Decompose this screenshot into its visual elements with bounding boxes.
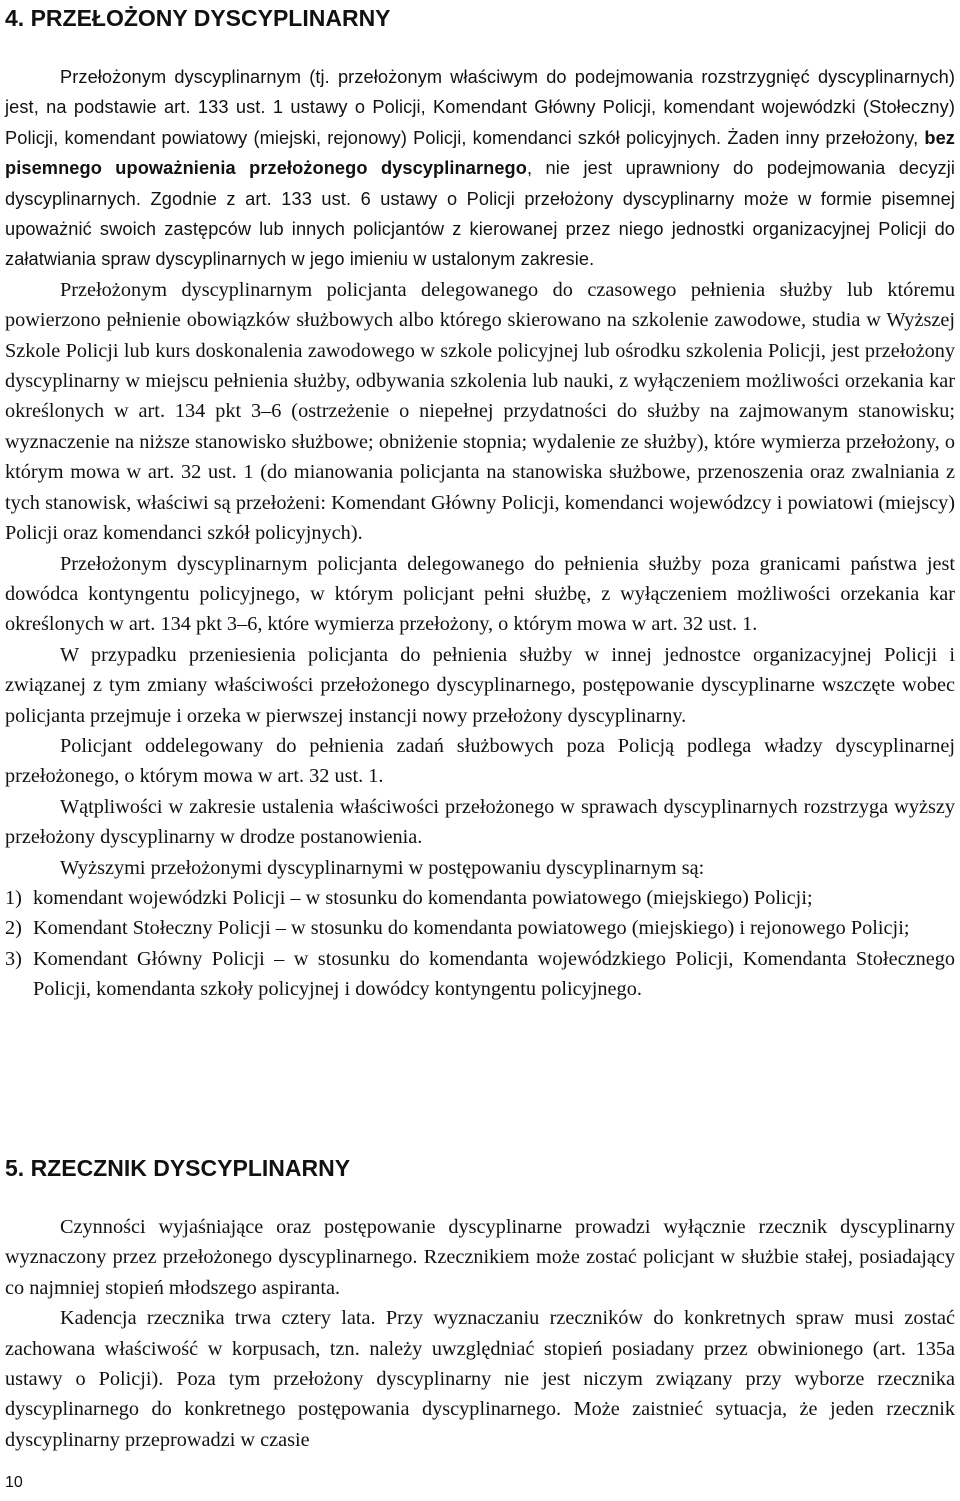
paragraph: Kadencja rzecznika trwa cztery lata. Przy wyznaczaniu rzeczników do konkretnych spraw musi zostać zachowana właściwość w korpusach, tzn. należy uwzględniać stopień posiadany przez obwinionego (art. 135a ustawy o Policji). Poza tym przełożony dyscyplinarny nie jest niczym związany przy wyborze rzecznika dyscyplinarnego do konkretnego postępowania dyscyplinarnego. Może zaistnieć sytuacja, że jeden rzecznik dyscyplinarny przeprowadzi w czasie xyxy=(5,1307,955,1451)
bold-phrase: bez pisemnego upoważnienia przełożonego dyscyplinarnego xyxy=(5,127,955,179)
page-number: 10 xyxy=(5,1474,23,1491)
paragraph xyxy=(5,62,955,275)
paragraph: W przypadku przeniesienia policjanta do pełnienia służby w innej jednostce organizacyjnej Policji i związanej z tym zmiany właściwości przełożonego dyscyplinarnego, postępowanie dyscyplinarne wszczęte wobec policjanta przejmuje i orzeka w pierwszej instancji nowy przełożony dyscyplinarny. xyxy=(5,643,955,727)
section-4-heading: 4. PRZEŁOŻONY DYSCYPLINARNY xyxy=(5,5,391,31)
list-item xyxy=(5,883,955,913)
paragraph: Przełożonym dyscyplinarnym policjanta delegowanego do pełnienia służby poza granicami państwa jest dowódca kontyngentu policyjnego, w którym policjant pełni służbę, z wyłączeniem możliwości orzekania kar określonych w art. 134 pkt 3–6, które wymierza przełożony, o którym mowa w art. 32 ust. 1. xyxy=(5,552,955,636)
list-number: 1) xyxy=(5,886,22,909)
paragraph: Czynności wyjaśniające oraz postępowanie dyscyplinarne prowadzi wyłącznie rzecznik dyscyplinarny wyznaczony przez przełożonego dyscyplinarnego. Rzecznikiem może zostać policjant w służbie stałej, posiadający co najmniej stopień młodszego aspiranta. xyxy=(5,1216,955,1299)
paragraph: Przełożonym dyscyplinarnym policjanta delegowanego do czasowego pełnienia służby lub któremu powierzono pełnienie obowiązków służbowych albo którego skierowano na szkolenie zawodowe, studia w Wyższej Szkole Policji lub kurs doskonalenia zawodowego w szkole policyjnej lub ośrodku szkolenia Policji, jest przełożony dyscyplinarny w miejscu pełnienia służby, odbywania szkolenia lub nauki, z wyłączeniem możliwości orzekania kar określonych w art. 134 pkt 3–6 (ostrzeżenie o niepełnej przydatności do służby na zajmowanym stanowisku; wyznaczenie na niższe stanowisko służbowe; obniżenie stopnia; wydalenie ze służby), które wymierza przełożony, o którym mowa w art. 32 ust. 1 (do mianowania policjanta na stanowiska służbowe, przenoszenia oraz zwalniania z tych stanowisk, właściwi są przełożeni: Komendant Główny Policji, komendanci wojewódzcy i powiatowi (miejscy) Policji oraz komendanci szkół policyjnych). xyxy=(5,278,955,545)
list-number: 2) xyxy=(5,917,22,940)
list-item xyxy=(5,913,955,943)
superiors-list xyxy=(5,883,955,1005)
list-item-text: Komendant Główny Policji – w stosunku do komendanta wojewódzkiego Policji, Komendanta Stołecznego Policji, komendanta szkoły policyjnej i dowódcy kontyngentu policyjnego. xyxy=(33,947,955,1001)
list-item-text: komendant wojewódzki Policji – w stosunku do komendanta powiatowego (miejskiego) Policji; xyxy=(33,886,813,909)
paragraph: Wątpliwości w zakresie ustalenia właściwości przełożonego w sprawach dyscyplinarnych rozstrzyga wyższy przełożony dyscyplinarny w drodze postanowienia. xyxy=(5,795,955,849)
paragraph: Policjant oddelegowany do pełnienia zadań służbowych poza Policją podlega władzy dyscyplinarnej przełożonego, o którym mowa w art. 32 ust. 1. xyxy=(5,734,955,788)
list-item xyxy=(5,944,955,1005)
section-4-body xyxy=(5,62,955,1005)
paragraph-text: Przełożonym dyscyplinarnym (tj. przełożonym właściwym do podejmowania rozstrzygnięć dyscyplinarnych) jest, na podstawie art. 133 ust. 1 ustawy o Policji, Komendant Główny Policji, komendant wojewódzki (Stołeczny) Policji, komendant powiatowy (miejski, rejonowy) Policji, komendanci szkół policyjnych. Żaden inny przełożony, xyxy=(5,67,955,148)
section-5-body xyxy=(5,1212,955,1455)
list-item-text: Komendant Stołeczny Policji – w stosunku do komendanta powiatowego (miejskiego) i rejonowego Policji; xyxy=(33,917,910,940)
list-number: 3) xyxy=(5,947,22,970)
paragraph-text: , nie jest uprawniony do podejmowania decyzji dyscyplinarnych. Zgodnie z art. 133 ust. 6 ustawy o Policji przełożony dyscyplinarny może w formie pisemnej upoważnić swoich zastępców lub innych policjantów z kierowanej przez niego jednostki organizacyjnej Policji do załatwiania spraw dyscyplinarnych w jego imieniu w ustalonym zakresie. xyxy=(5,158,956,270)
paragraph: Wyższymi przełożonymi dyscyplinarnymi w postępowaniu dyscyplinarnym są: xyxy=(60,856,705,879)
section-5-heading: 5. RZECZNIK DYSCYPLINARNY xyxy=(5,1155,351,1181)
